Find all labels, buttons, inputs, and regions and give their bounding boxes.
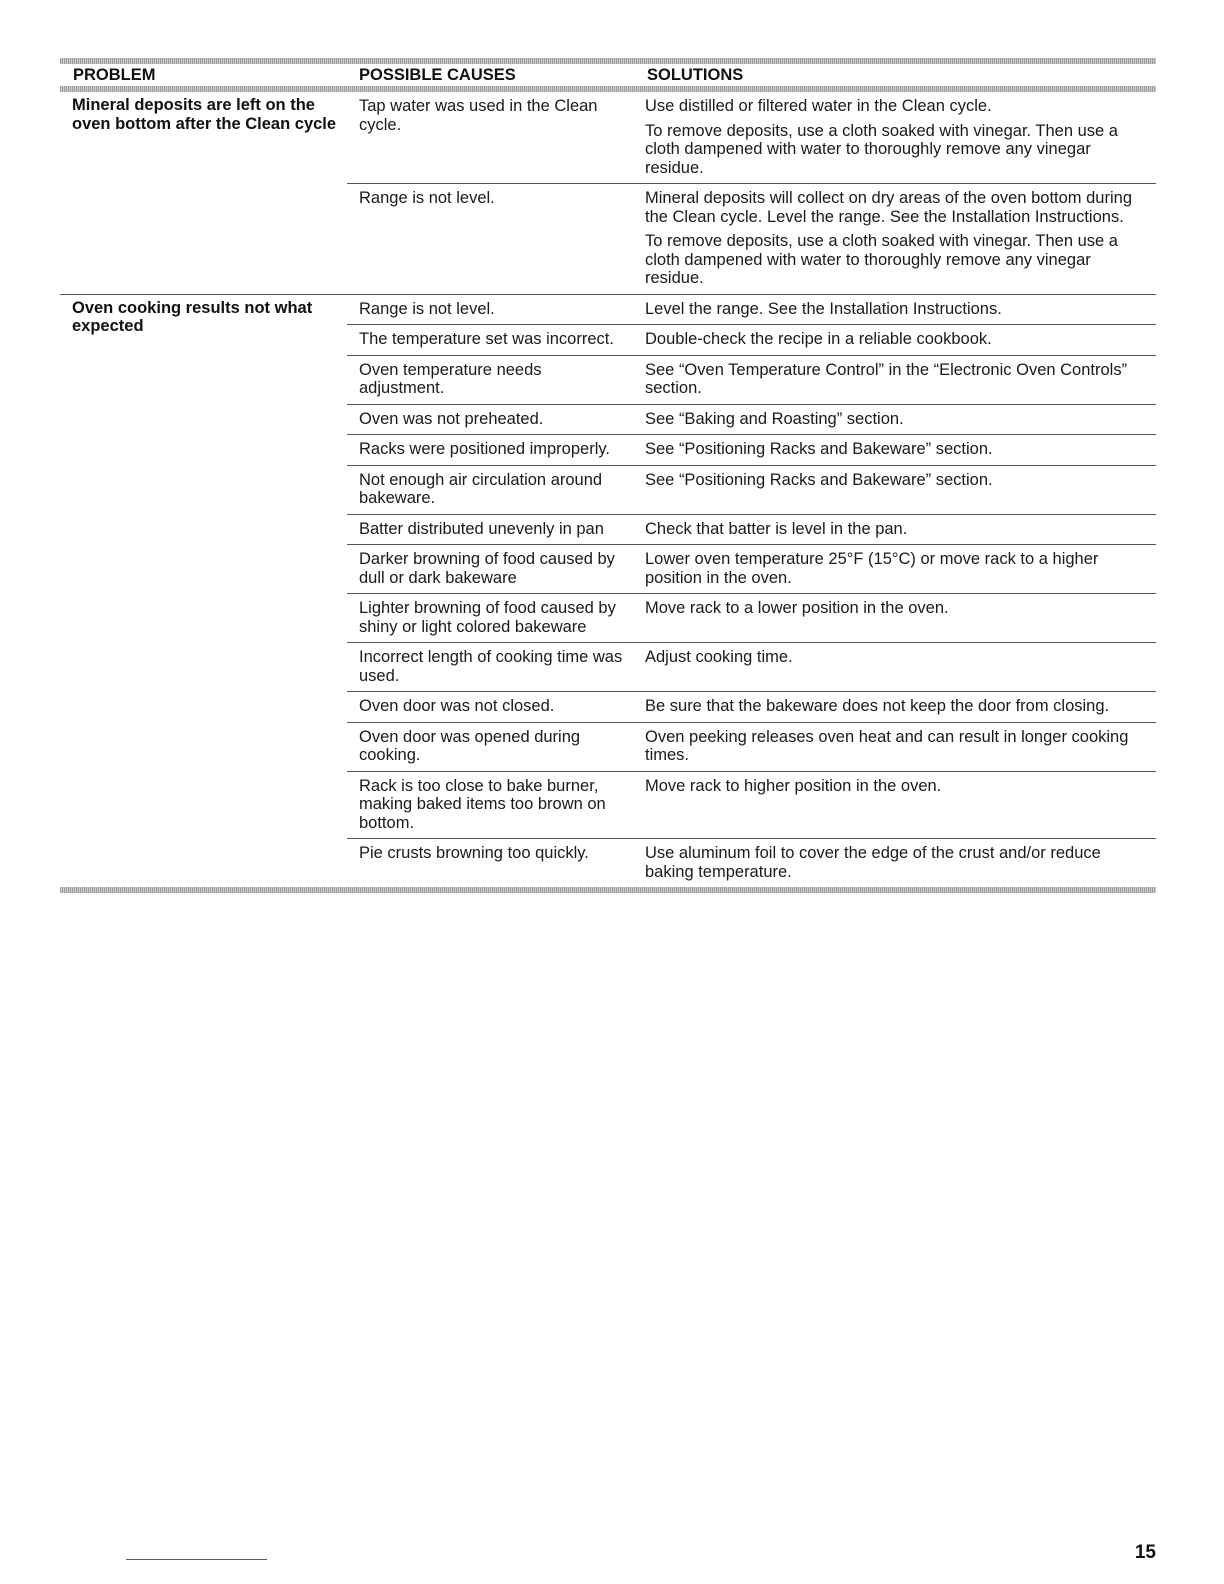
solution-cell	[635, 440, 1156, 459]
solution-text: To remove deposits, use a cloth soaked with vinegar. Then use a cloth dampened with water to thoroughly remove any vinegar residue.	[645, 121, 1118, 177]
table-row	[347, 183, 1156, 294]
table-row	[347, 838, 1156, 887]
solution-text: Oven peeking releases oven heat and can result in longer cooking times.	[645, 727, 1129, 764]
table-row	[347, 324, 1156, 355]
solution-cell	[635, 520, 1156, 539]
table-row	[347, 295, 1156, 325]
solution-cell	[635, 550, 1156, 587]
possible-cause: Oven door was opened during cooking.	[359, 727, 581, 764]
table-row	[347, 642, 1156, 691]
solution-text: Use aluminum foil to cover the edge of the crust and/or reduce baking temperature.	[645, 844, 1101, 881]
table-row	[347, 404, 1156, 435]
table-body	[60, 92, 1156, 887]
solution-cell	[635, 648, 1156, 685]
solution-text: See “Positioning Racks and Bakeware” section.	[645, 470, 993, 489]
possible-cause: Oven temperature needs adjustment.	[359, 360, 542, 397]
solution-text: See “Positioning Racks and Bakeware” section.	[645, 440, 993, 458]
footer-rule	[126, 1559, 267, 1560]
possible-cause: Oven was not preheated.	[359, 409, 544, 428]
header-possible-causes: POSSIBLE CAUSES	[359, 65, 516, 84]
table-row	[347, 434, 1156, 465]
table-row	[347, 355, 1156, 404]
header-problem: PROBLEM	[73, 65, 156, 84]
solution-cell	[635, 330, 1156, 349]
solution-text: Lower oven temperature 25°F (15°C) or move rack to a higher position in the oven.	[645, 550, 1099, 587]
table-row	[347, 691, 1156, 722]
possible-cause: Rack is too close to bake burner, making baked items too brown on bottom.	[359, 776, 606, 832]
problem-group	[60, 92, 1156, 294]
solution-text: See “Baking and Roasting” section.	[645, 409, 904, 428]
solution-cell	[635, 410, 1156, 429]
table-row	[347, 465, 1156, 514]
possible-cause: Pie crusts browning too quickly.	[359, 844, 589, 862]
problem-group	[60, 294, 1156, 888]
possible-cause: Incorrect length of cooking time was used.	[359, 648, 623, 685]
table-row	[347, 771, 1156, 839]
possible-cause: Oven door was not closed.	[359, 697, 555, 715]
possible-cause: Tap water was used in the Clean cycle.	[359, 97, 598, 134]
solution-cell	[635, 189, 1156, 288]
table-row	[347, 514, 1156, 545]
possible-cause: Lighter browning of food caused by shiny or light colored bakeware	[359, 599, 616, 636]
possible-cause: Not enough air circulation around bakeware.	[359, 470, 603, 507]
solution-text: Level the range. See the Installation Instructions.	[645, 299, 1002, 318]
possible-cause: Range is not level.	[359, 299, 495, 318]
possible-cause: Darker browning of food caused by dull or dark bakeware	[359, 550, 615, 587]
solution-cell	[635, 777, 1156, 833]
solution-cell	[635, 471, 1156, 508]
solution-cell	[635, 97, 1156, 177]
possible-cause: The temperature set was incorrect.	[359, 330, 614, 348]
table-row	[347, 593, 1156, 642]
solution-text: Double-check the recipe in a reliable cookbook.	[645, 330, 992, 348]
solution-text: Use distilled or filtered water in the Clean cycle.	[645, 97, 992, 115]
solution-text: To remove deposits, use a cloth soaked with vinegar. Then use a cloth dampened with water to thoroughly remove any vinegar residue.	[645, 232, 1118, 287]
solution-text: Adjust cooking time.	[645, 648, 793, 666]
table-row	[347, 92, 1156, 183]
cause-rows	[347, 295, 1156, 888]
solution-text: See “Oven Temperature Control” in the “Electronic Oven Controls” section.	[645, 360, 1128, 397]
solution-cell	[635, 300, 1156, 319]
table-row	[347, 544, 1156, 593]
solution-text: Be sure that the bakeware does not keep the door from closing.	[645, 697, 1110, 715]
solution-text: Check that batter is level in the pan.	[645, 519, 908, 538]
solution-text: Move rack to a lower position in the oven.	[645, 599, 949, 617]
page-number: 15	[1134, 1542, 1156, 1563]
header-solutions: SOLUTIONS	[647, 65, 744, 84]
table-bottom-band	[60, 887, 1156, 893]
possible-cause: Range is not level.	[359, 189, 495, 207]
solution-cell	[635, 361, 1156, 398]
troubleshooting-table	[60, 58, 1156, 893]
cause-rows	[347, 92, 1156, 294]
solution-text: Mineral deposits will collect on dry areas of the oven bottom during the Clean cycle. Level the range. See the Installation Instructions.	[645, 189, 1132, 226]
possible-cause: Racks were positioned improperly.	[359, 440, 610, 458]
problem-label: Oven cooking results not what expected	[72, 298, 313, 335]
solution-cell	[635, 697, 1156, 716]
problem-label: Mineral deposits are left on the oven bottom after the Clean cycle	[72, 96, 337, 133]
table-row	[347, 722, 1156, 771]
solution-cell	[635, 599, 1156, 636]
solution-cell	[635, 728, 1156, 765]
solution-text: Move rack to higher position in the oven.	[645, 776, 942, 795]
solution-cell	[635, 844, 1156, 881]
possible-cause: Batter distributed unevenly in pan	[359, 519, 604, 538]
table-header-row	[60, 64, 1156, 86]
